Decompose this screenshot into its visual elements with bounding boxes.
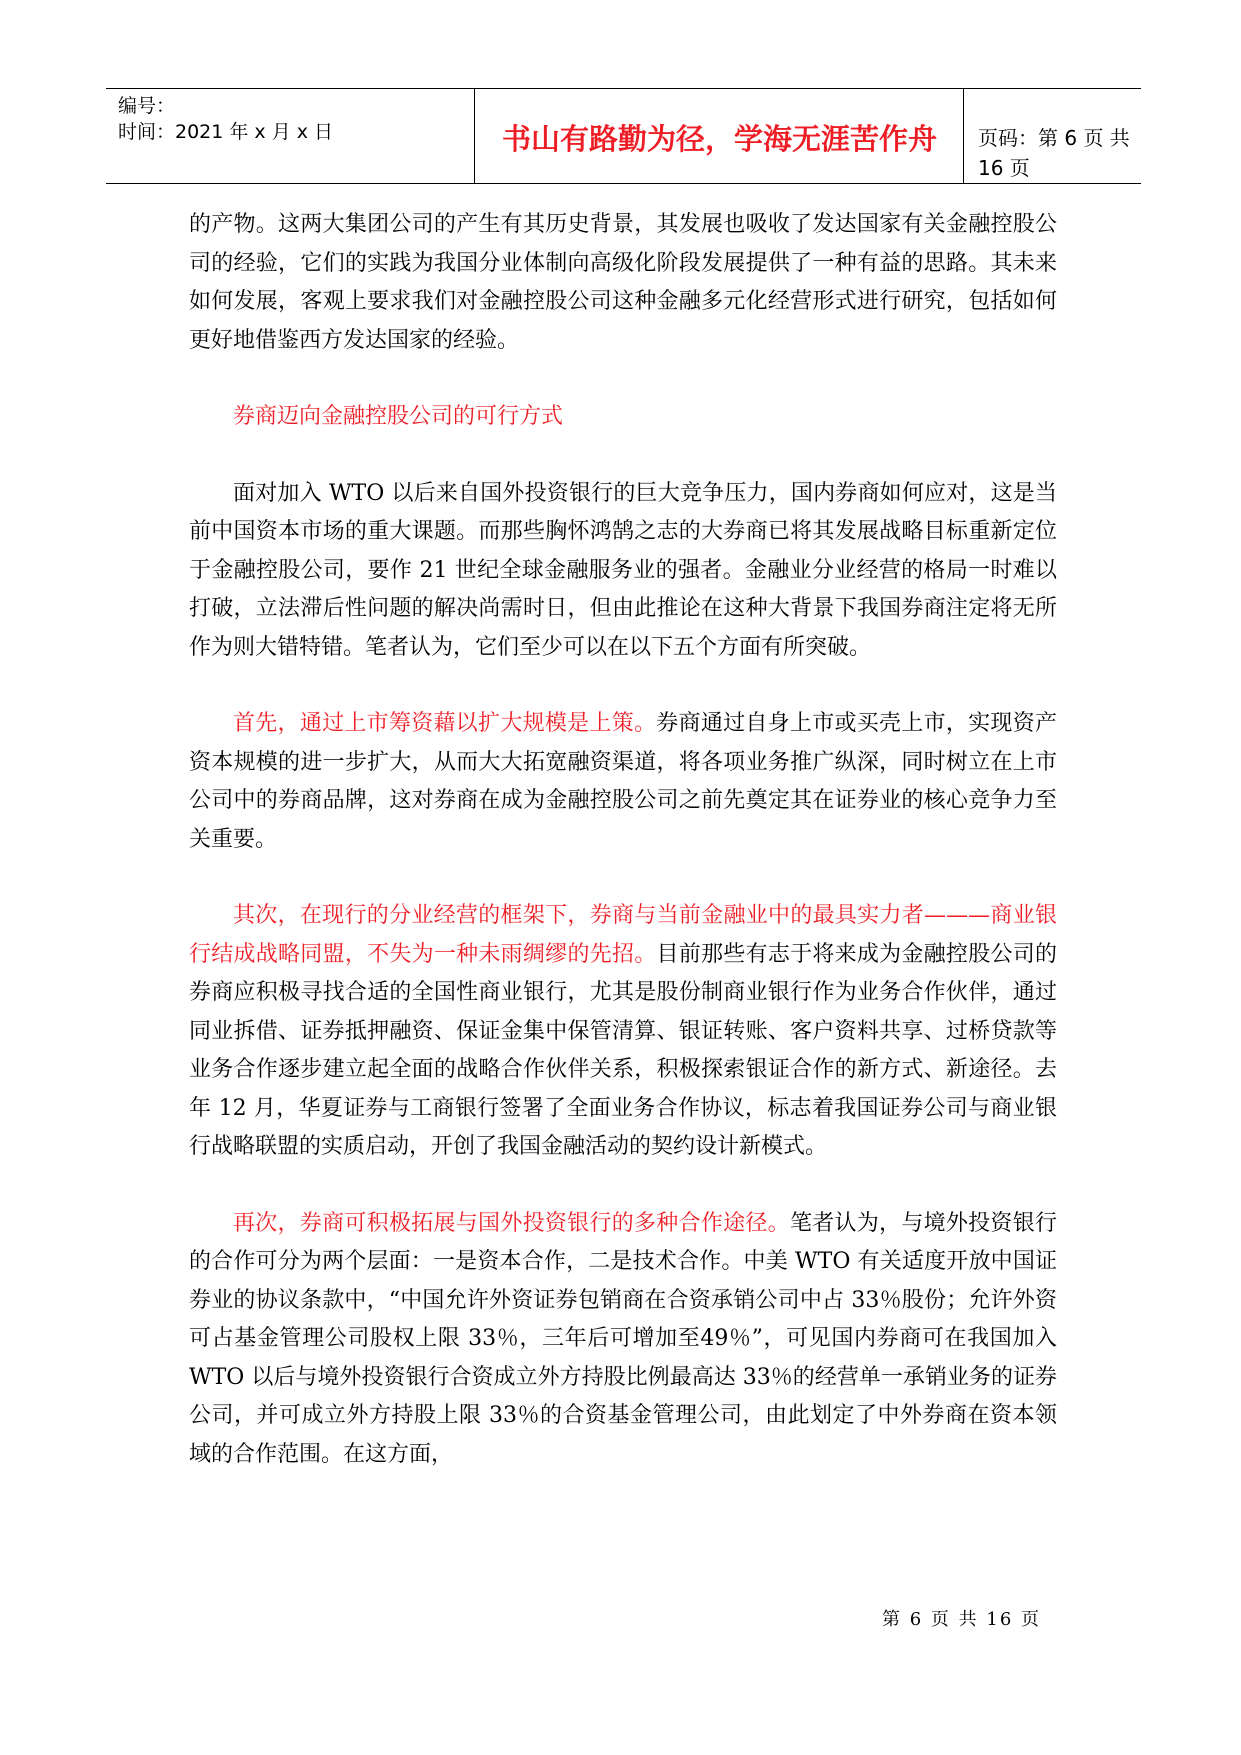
header-divider [963,89,964,183]
page-footer: 第 6 页 共 16 页 [882,1609,1041,1630]
header-motto: 书山有路勤为径，学海无涯苦作舟 [501,122,937,156]
paragraph-text: 笔者认为，与境外投资银行的合作可分为两个层面：一是资本合作，二是技术合作。中美 WTO 有关适度开放中国证券业的协议条款中，“中国允许外资证券包销商在合资承销公司中占 33％股份；允许外资可占基金管理公司股权上限 33％，三年后可增加至49％”，可见国内券商可在我国加入 WTO 以后与境外投资银行合资成立外方持股比例最高达 33％的经营单一承销业务的证券公司，并可成立外方持股上限 33％的合资基金管理公司，由此划定了中外券商在资本领域的合作范围。在这方面， [189,1210,1057,1467]
page-header [106,88,1141,184]
header-page-number: 页码：第 6 页 共 16 页 [978,126,1130,180]
highlighted-lead: 再次，券商可积极拓展与国外投资银行的多种合作途径。 [233,1210,790,1236]
highlighted-lead: 其次，在现行的分业经营的框架下，券商与当前金融业中的最具实力者———商业银行结成战略同盟，不失为一种未雨绸缪的先招。 [189,903,1057,967]
paragraph [189,705,1057,859]
header-divider [474,89,475,183]
paragraph-text: 券商通过自身上市或买壳上市，实现资产资本规模的进一步扩大，从而大大拓宽融资渠道，将各项业务推广纵深，同时树立在上市公司中的券商品牌，这对券商在成为金融控股公司之前先奠定其在证券业的核心竞争力至关重要。 [189,711,1057,852]
document-date-label: 时间：2021 年 x 月 x 日 [118,121,334,143]
paragraph [189,897,1057,1167]
document-number-label: 编号： [118,95,176,117]
section-heading: 券商迈向金融控股公司的可行方式 [233,404,564,429]
paragraph-text: 目前那些有志于将来成为金融控股公司的券商应积极寻找合适的全国性商业银行，尤其是股份制商业银行作为业务合作伙伴，通过同业拆借、证券抵押融资、保证金集中保管清算、银证转账、客户资料共享、过桥贷款等业务合作逐步建立起全面的战略合作伙伴关系，积极探索银证合作的新方式、新途径。去年 12 月，华夏证券与工商银行签署了全面业务合作协议，标志着我国证券公司与商业银行战略联盟的实质启动，开创了我国金融活动的契约设计新模式。 [189,941,1057,1159]
header-meta [118,93,468,145]
paragraph: 的产物。这两大集团公司的产生有其历史背景，其发展也吸收了发达国家有关金融控股公司的经验，它们的实践为我国分业体制向高级化阶段发展提供了一种有益的思路。其未来如何发展，客观上要求我们对金融控股公司这种金融多元化经营形式进行研究，包括如何更好地借鉴西方发达国家的经验。 [189,212,1057,353]
paragraph: 面对加入 WTO 以后来自国外投资银行的巨大竞争压力，国内券商如何应对，这是当前中国资本市场的重大课题。而那些胸怀鸿鹄之志的大券商已将其发展战略目标重新定位于金融控股公司，要作 21 世纪全球金融服务业的强者。金融业分业经营的格局一时难以打破，立法滞后性问题的解决尚需时日，但由此推论在这种大背景下我国券商注定将无所作为则大错特错。笔者认为，它们至少可以在以下五个方面有所突破。 [189,480,1057,660]
highlighted-lead: 首先，通过上市筹资藉以扩大规模是上策。 [233,711,657,736]
document-body [189,206,1057,1474]
paragraph [189,1205,1057,1475]
